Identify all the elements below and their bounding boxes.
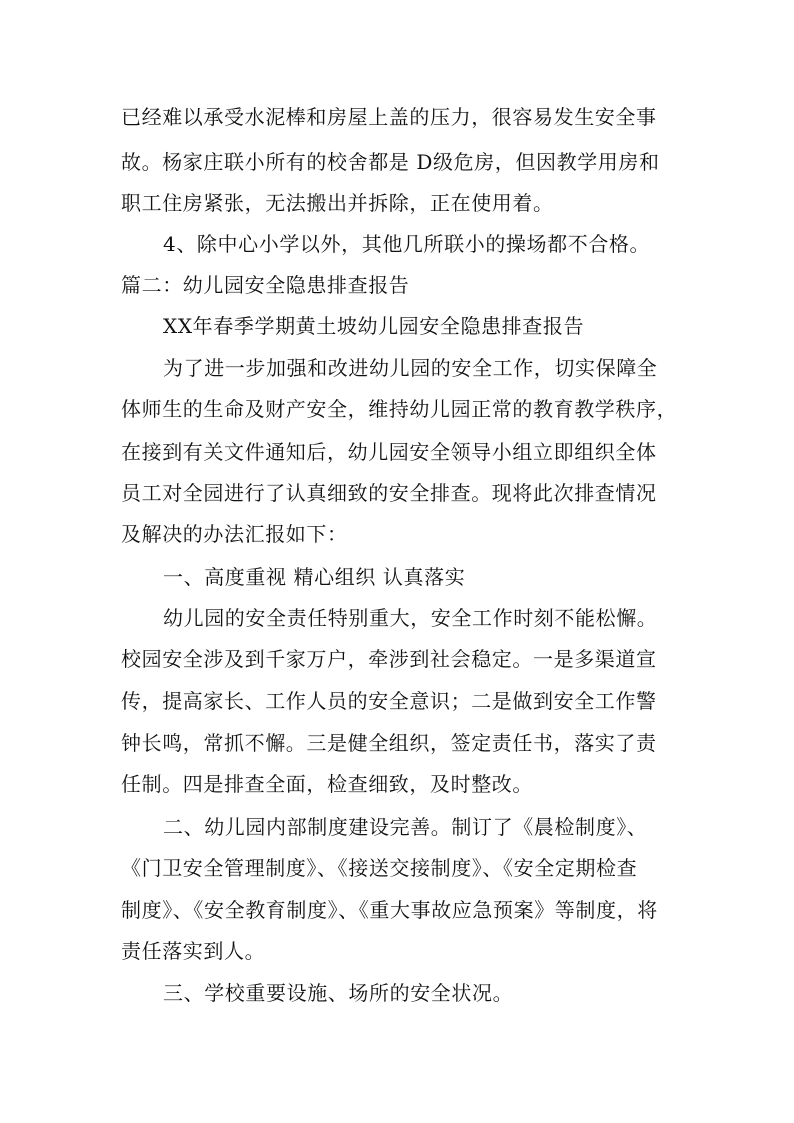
- report-title: XX年春季学期黄土坡幼儿园安全隐患排查报告: [163, 314, 585, 338]
- text-line-1: 已经难以承受水泥棒和房屋上盖的压力，很容易发生安全事: [121, 105, 657, 129]
- text-line-21: 责任落实到人。: [121, 939, 266, 963]
- text-line-14: 校园安全涉及到千家万户，牵涉到社会稳定。一是多渠道宣: [121, 647, 657, 671]
- text-line-19: 《门卫安全管理制度》、《接送交接制度》、《安全定期检查: [121, 856, 638, 880]
- text-line-11: 及解决的办法汇报如下：: [121, 522, 348, 546]
- section-heading: 篇二：幼儿园安全隐患排查报告: [121, 273, 410, 297]
- text-line-17: 任制。四是排查全面，检查细致，及时整改。: [121, 772, 533, 796]
- subsection-heading-1: 一、高度重视 精心组织 认真落实: [163, 565, 466, 589]
- text-line-4: 4、除中心小学以外，其他几所联小的操场都不合格。: [163, 232, 651, 256]
- text-line-13: 幼儿园的安全责任特别重大，安全工作时刻不能松懈。: [163, 606, 658, 630]
- text-line-15: 传，提高家长、工作人员的安全意识；二是做到安全工作警: [121, 689, 657, 713]
- subsection-heading-2: 二、幼儿园内部制度建设完善。制订了《晨检制度》、: [163, 815, 648, 839]
- text-line-20: 制度》、《安全教育制度》、《重大事故应急预案》等制度，将: [121, 898, 658, 922]
- text-line-8: 体师生的生命及财产安全，维持幼儿园正常的教育教学秩序，: [121, 397, 678, 421]
- text-line-10: 员工对全园进行了认真细致的安全排查。现将此次排查情况: [121, 481, 657, 505]
- text-line-16: 钟长鸣，常抓不懈。三是健全组织，签定责任书，落实了责: [121, 731, 657, 755]
- text-line-2: 故。杨家庄联小所有的校舍都是 D级危房，但因教学用房和: [121, 150, 660, 174]
- text-line-7: 为了进一步加强和改进幼儿园的安全工作，切实保障全: [163, 356, 658, 380]
- text-line-9: 在接到有关文件通知后，幼儿园安全领导小组立即组织全体: [121, 440, 657, 464]
- text-line-3: 职工住房紧张，无法搬出并拆除，正在使用着。: [121, 191, 554, 215]
- subsection-heading-3: 三、学校重要设施、场所的安全状况。: [163, 981, 514, 1005]
